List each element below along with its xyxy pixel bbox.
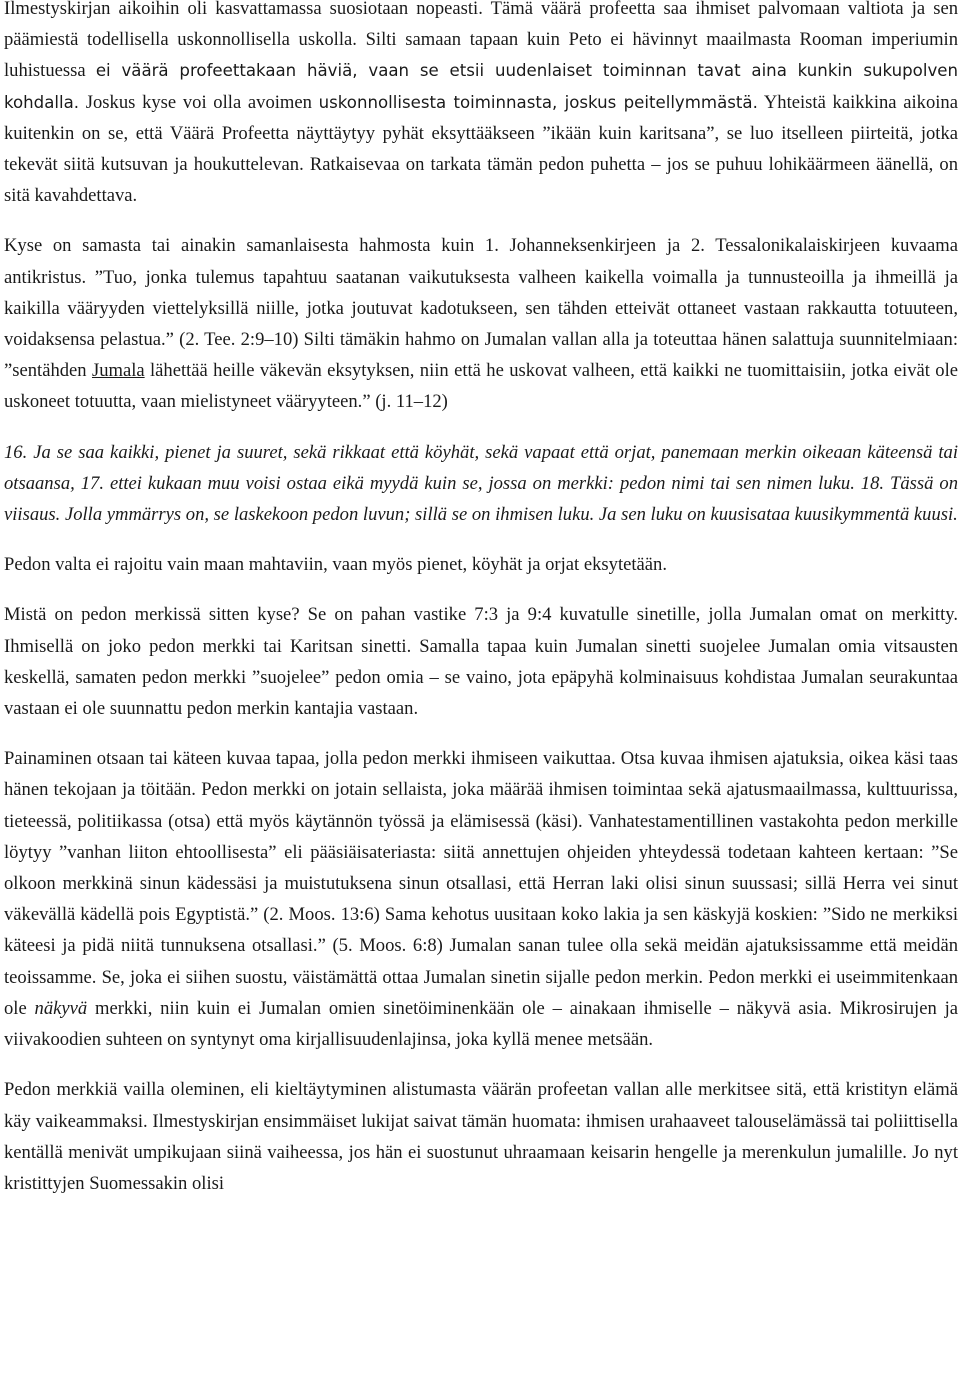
text-segment: Ilmestyskirjan aikoihin oli kasvattamassa suosiotaan nopeasti. Tämä väärä profeetta saa ihmiset palvomaan valtiota ja sen päämiestä todellisella uskonnollisella uskolla. Silti samaan tapaan kuin Peto ei hävinnyt maailmasta Rooman imperiumin luhistuessa [4,0,958,82]
text-segment: Jumala [91,360,145,382]
paragraph-4 [4,549,958,580]
text-segment: Pedon valta ei rajoitu vain maan mahtaviin, vaan myös pienet, köyhät ja orjat eksytetään. [4,554,667,576]
document-body [4,0,958,1199]
paragraph-3 [4,437,958,531]
text-segment: Pedon merkkiä vailla oleminen, eli kieltäytyminen alistumasta väärän profeetan vallan alle merkitsee sitä, että kristityn elämä käy vaikeammaksi. Ilmestyskirjan ensimmäiset lukijat saivat tämän huomata: ihmisen urahaaveet talouselämässä tai poliittisella kentällä menivät umpikujaan siinä vaiheessa, jos hän ei suostunut uhraamaan keisarin hengelle ja merenkulun jumalille. Jo nyt kristittyjen Suomessakin olisi [4,1079,958,1194]
text-segment: Painaminen otsaan tai käteen kuvaa tapaa, jolla pedon merkki ihmiseen vaikuttaa. Otsa kuvaa ihmisen ajatuksia, oikea käsi taas hänen tekojaan ja töitään. Pedon merkki on jotain sellaista, joka määrää ihmisen toimintaa sekä ajatusmaailmassa, kulttuurissa, tieteessä, politiikassa (otsa) että myös käytännön työssä ja elämisessä (käsi). Vanhatestamentillinen vastakohta pedon merkille löytyy ”vanhan liiton ehtoollisesta” eli pääsiäisateriasta: siitä annettujen ohjeiden yhteydessä todetaan kahteen kertaan: ”Se olkoon merkkinä sinun kädessäsi ja muistutuksena sinun otsallasi, että Herran laki olisi sinun suussasi; sillä Herra vei sinut väkevällä kädellä pois Egyptistä.” (2. Moos. 13:6) Sama kehotus uusitaan koko lakia ja sen käskyjä koskien: ”Sido ne merkiksi käteesi ja pidä niitä tunnuksena otsallasi.” (5. Moos. 6:8) Jumalan sanan tulee olla sekä meidän ajatuksissamme että meidän teoissamme. Se, joka ei siihen suostu, väistämättä ottaa Jumalan sinetin sijalle pedon merkin. Pedon merkki ei useimmitenkaan ole [4,748,958,1019]
text-segment: merkki, niin kuin ei Jumalan omien sinetöiminenkään ole – ainakaan ihmiselle – näkyvä asia. Mikrosirujen ja viivakoodien suhteen on syntynyt oma kirjallisuudenlajinsa, joka kyllä menee metsään. [4,997,958,1051]
paragraph-5 [4,599,958,724]
text-segment: Kyse on samasta tai ainakin samanlaisesta hahmosta kuin 1. Johanneksenkirjeen ja 2. Tessalonikalaiskirjeen kuvaama antikristus. ”Tuo, jonka tulemus tapahtuu saatanan vaikutuksesta valheen kaikella voimalla ja tunnusteoilla ja ihmeillä ja kaikilla vääryyden viettelyksillä niille, jotka joutuvat kadotukseen, sen tähden etteivät ottaneet vastaan rakkautta totuuteen, voidaksensa pelastua.” (2. Tee. 2:9–10) Silti tämäkin hahmo on Jumalan vallan alla ja toteuttaa hänen salattuja suunnitelmiaan: ”sentähden [4,235,958,382]
text-segment: Yhteistä kaikkina aikoina kuitenkin on se, että Väärä Profeetta näyttäytyy pyhät eksyttääkseen ”ikään kuin karitsana”, se luo itselleen piirteitä, jotka tekevät siitä kutsuvan ja houkuttelevan. Ratkaisevaa on tarkata tämän pedon puhetta – jos se puhuu lohikäärmeen äänellä, on sitä kavahdettava. [4,91,958,207]
paragraph-7 [4,1074,958,1199]
text-segment: ei väärä profeettakaan häviä, vaan se etsii uudenlaiset toiminnan tavat aina kunkin sukupolven kohdalla. [4,61,958,112]
text-segment: näkyvä [34,997,88,1019]
text-segment: lähettää heille väkevän eksytyksen, niin että he uskovat valheen, että kaikki ne tuomittaisiin, jotka eivät ole uskoneet totuutta, vaan mielistyneet vääryyteen.” (j. 11–12) [4,360,958,413]
paragraph-6 [4,743,958,1055]
text-segment: Mistä on pedon merkissä sitten kyse? Se on pahan vastike 7:3 ja 9:4 kuvatulle sinetille, jolla Jumalan omat on merkitty. Ihmisellä on joko pedon merkki tai Karitsan sinetti. Samalla tapaa kuin Jumalan sinetti suojelee Jumalan omia vitsausten keskellä, samaten pedon merkki ”suojelee” pedon omia – se vaino, jota epäpyhä kolminaisuus kohdistaa Jumalan seurakuntaa vastaan ei ole suunnattu pedon merkin kantajia vastaan. [4,604,958,720]
text-segment: 16. Ja se saa kaikki, pienet ja suuret, sekä rikkaat että köyhät, sekä vapaat että orjat, panemaan merkin oikeaan käteensä tai otsaansa, 17. ettei kukaan muu voisi ostaa eikä myydä kuin se, jossa on merkki: pedon nimi tai sen nimen luku. 18. Tässä on viisaus. Jolla ymmärrys on, se laskekoon pedon luvun; sillä se on ihmisen luku. Ja sen luku on kuusisataa kuusikymmentä kuusi. [4,441,958,526]
text-segment: uskonnollisesta toiminnasta, joskus peitellymmästä. [318,92,758,112]
paragraph-2 [4,230,958,417]
paragraph-1 [4,0,958,211]
text-segment: Joskus kyse voi olla avoimen [79,91,319,113]
